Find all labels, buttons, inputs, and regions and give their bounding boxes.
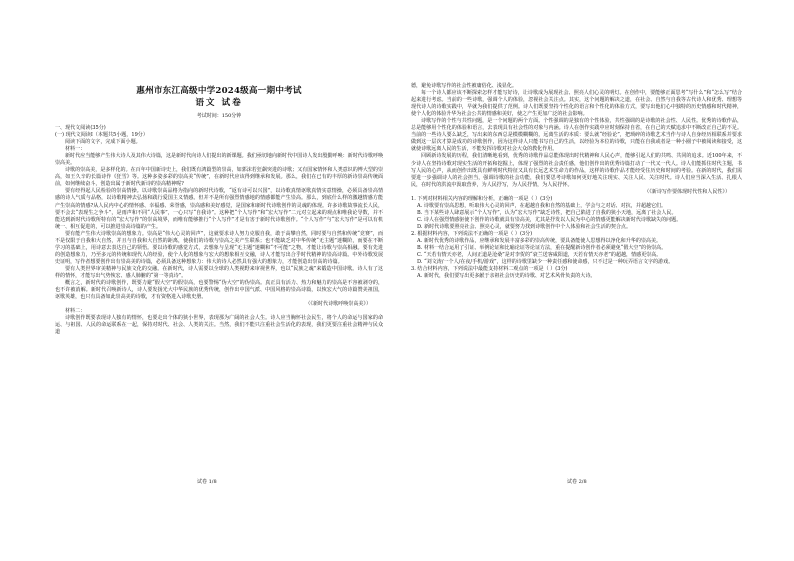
instruction: 阅读下面的文字，完成下面小题。 (65, 139, 141, 146)
paragraph: 新时代应当能够产生伟大诗人及其伟大诗篇，这是新时代向诗人们提出的新课题。我们亟切地向新时代中国诗人发出殷勤呼唤：新时代诗歌呼唤崇高美。 (55, 153, 383, 167)
paragraph: 要有能产生伟大诗歌崇高的想象力。崇高是“伟大心灵的回声”，这就要求诗人努力克服自我，敢于高攀自然，同时要与自然和传统“竞赛”，而不是仅限于自我和大自然，并且与自我和大自然的距离，使我们的诗歌与崇高之美产生联系；也不能缺乏对中华传统“无主题”迷糊阶，而要在不断学习的基础上，用诗意去表达自己的领悟。要以诗歌的感觉方式，去想象与呈现“无主题”迷糊和“不可能”之物，才能让诗歌与崇高相融。要有先进的创造想象力，乃至多元的传统和现代人的经验，使个人化的想象与宏大的想象相互交融，诗人才能写出合乎时代精神的崇高诗篇。中外诗歌发展史证明，写作者想要创作出有崇高美的诗篇，必须具备这种想象力：伟大的诗人必然具有强大的想象力，才能创造出崇高的诗篇。 (55, 230, 383, 265)
source-citation: （《新诗写作要体现时代性和人民性》） (644, 188, 730, 195)
option: A. 诗歌要有崇高思想，听取伟大心灵的回声，在超越自我和自然的基础上，学会与之对话、对抗，并超越它们。 (417, 202, 667, 209)
exam-page-2 (397, 0, 794, 561)
section-heading: 一、现代文阅读(35分) (55, 125, 106, 131)
paragraph: 要有经得起人民检验的崇高情操。以诗歌崇高品格为指向的新时代诗歌，“返有诗可以兴国”，以诗歌真情讴歌真情实意情操，必须具备崇高情感的诗人气质与品格，以诗歌精神去弘扬和践行爱国主义情感。但并不是所有强烈情感地的情感都能产生崇高。那么，到底什么样的激越情感方能产生崇高的情感?从人民内中心的情怀感、幸福感、荣誉感，崇高感和美好感觉，是国家和新时代诗歌创作的灵魂的体现。许多诗歌故事流长人民，要不会去“表现生之争斗”，是雨声和不同“人民事”，一心只写“自我诗”。这种把“个人写作”和“宏大写作”二元对立起来的观点和唯我论导数，并不能达到新时代诗歌所特有的“宏大写作”的崇高境界，而唯有能够推行“个人写作”才是有害于新时代诗歌创作。“个人写作”与“宏大写作”是可以有机统一、相互促进的，可以推进崇高诗篇的产生。 (55, 188, 383, 230)
option: B. 当下某些诗人肆意展示“个人写作”，认为“宏大写作”缺乏诗性，把自己陷进了自我的狭小天地，远离了社会人民。 (417, 209, 677, 216)
option: D. “刘文涛/一个人/在夜/手机/游戏”，这样的诗歌里缺少一种责任感和使命感，只不过是一种玩弄语言文字的游戏。 (417, 259, 674, 266)
option: D. 新时代诗歌要照亮社会、照亮心灵，就要努力找到诗歌创作中个人体验和社会生活的契合点。 (417, 223, 631, 230)
material-label: 材料二： (65, 308, 86, 315)
option: A. 新时代，我们要写出更多献于亲祖社会历史的诗歌、对艺术风骨负责的大诗。 (417, 273, 596, 280)
question: 3. 结合材料内容，下列说法中最能支持材料二观点的一项是（ ）(3分) (411, 266, 568, 273)
option: A. 新时代优秀的诗歌作品，应继承和发展丰富多彩的崇高传统，要具备能使人思想得以净化和升华的崇高美。 (417, 238, 662, 245)
page-footer: 试卷 2/8 (567, 479, 587, 485)
option: C. 诗人在强烈情感驱使下创作的诗歌就具有崇高美，尤其是抒发以人民为中心的情感更能解决新时代诗歌缺失的问题。 (417, 216, 682, 223)
paragraph: 概言之，新时代的诗歌创作，既要力避“假大空”的假崇高，也要警惕“伪大空”的伪崇高。真正具有活力、热力和魅力的崇高是不容被剥夺的，也不许被消解。新时代召唤新诗人，诗人要发扬光大中华民族的优秀传统，创作出中国气派、中国风格的崇高诗篇，以恢宏大气的诗篇赞美祖国，讴歌英雄，也只有具备如此崇高美的诗歌，才有资格进入诗歌史册。 (55, 280, 383, 301)
paragraph: 诗歌创作既要表现诗人独有的情怀，也要走出个体的狭小世界，表现那为广阔的社会人生。诗人应当胸怀社会民生，将个人的命运与国家的命运、与祖国、人民的命运联系在一起，保持对时代、社会、人类的关注。当然，我们不能只注重社会生活化的表现，我们更要注重社会精神与民众道 (55, 315, 383, 336)
option: C. “天若有情天亦老，人间正道是沧桑”是对李贺的“衰兰送客咸阳道，天若有情天亦老”的超越，情感更崇高。 (417, 252, 662, 259)
exam-title: 惠州市东江高级中学2024级高一期中考试 (136, 86, 302, 96)
subsection-heading: (一) 现代文阅读Ⅰ（本题共5小题，19分） (55, 132, 148, 139)
page-footer: 试卷 1/8 (197, 479, 217, 485)
paragraph: 回顾新诗发展的历程，我们清晰地看到，优秀的诗歌作品总能体现出时代精神和人民心声，能够引起人们的共鸣、共同的追求。近100年来，不少诗人在坚持诗歌对现实生活的开拓和挖掘上，体现了强烈的社会责任感，他们创作出的优秀诗篇打动了一代又一代人。诗人们能抓住时代主题，书写人民的心声，从而创作出既具有鲜明时代特征又具有长远艺术生命力的作品，这样的诗歌作品才能经受住历史和时间的考验。在新的时代，我们需要进一步强调诗人的社会担当，强调诗歌的社会功能，我们要思考诗歌如何更好地关注现实、关注人民、关注时代。诗人们应当深入生活、扎根人民，在时代的洪流中汲取营养，为人民抒写，为人民抒情，为人民抒怀。 (411, 153, 742, 188)
paragraph: 诗歌的崇高美，是多样化的。在百年中国新诗史上，我们既有鸿篇型的崇高，如郭沫若狂飙突进的诗歌；又有国家情怀和人类意识的博大型的崇高，如王久辛的长篇诗作《狂雪》等。这种多姿多彩的崇高美“传统”，在新时代应该得到继承和发展。那么，我们在已有的丰厚的新诗崇高传统面前，如何继续奋斗，创造出属于新时代新诗的崇高精神呢? (55, 167, 383, 188)
exam-subject: 语文 试卷 (195, 97, 243, 108)
exam-time: 考试时间：150分钟 (196, 113, 242, 119)
source-citation: （《新时代诗歌呼唤崇高美》） (305, 301, 371, 308)
paragraph: 每一个诗人都应该不断探索怎样才能写好诗，让诗歌成为展现社会、照亮人们心灵的明灯。在创作中，要能够正面思考“写什么”和“怎么写”结合起来进行考虑。当前的一些诗歌，强调个人的体验，忽视社会关注点。其实，这个问题的解决之道，在社会、自然与自我等古代诗人和优秀、理想等现代诗人的诗歌实践中，早就为我们提供了范例。诗人们既要坚持个性化的语言和个性化的体验方式，要写出他们心中独特的历史情感和时代精神，使个人化的体验升华为社会公共的情感和美好，使之产生更加广泛的社会影响。 (411, 90, 742, 118)
question: 2. 根据材料内容，下列说法不正确的一项是（ ）(3分) (411, 230, 533, 237)
option: B. 材料一结合运用了引证、举例论证和比喻论证等论证方法，重在提醒新诗创作者必须避免“假大空”的伪崇高。 (417, 245, 667, 252)
paragraph: 诗歌写作的个性与共性问题，是一个问题的两个方面。个性强调的是独有的个性体验，共性强调的是诗歌的社会性、人民性。优秀的诗歌作品，总是能够用个性化的体验和语言，去表现具有社会性的对象与内涵。诗人在创作实践中应时刻保持自省，在自己的天赋追求中不断改正自己的不足。当前的一些诗人要么缺乏，写出来的东西总是模模糊糊的，远离生活的本质：要么就“经验论”，把琐碎的诗歌艺术当作与诗人自身经历相联系并要求做到这一层次才算是成功的诗歌创作，因为这样诗人只能书写自己的生活，以经验为本位的诗歌，只能在自我或者是一种小圈子中被阅读和接受，这就使诗歌远离人民的生活，不能发挥诗歌对社会大众的教化作用。 (411, 118, 742, 153)
question: 1. 下列对材料相关内容的理解和分析，正确的一项是（ ）(3分) (411, 195, 553, 202)
paragraph: 要有人类世界审美精神与民族文化的交融。在新时代，诗人需要以全球的人类视野来审视世界，也以“民族之魂”来锻造中国诗歌。诗人有了这样的情怀，才能写出气势恢宏、感人肺腑的“第一等真诗”。 (55, 265, 383, 279)
paragraph: 德，避免诗歌写作的社会性被庸俗化、浅显化。 (411, 83, 517, 89)
material-label: 材料一： (65, 146, 86, 153)
